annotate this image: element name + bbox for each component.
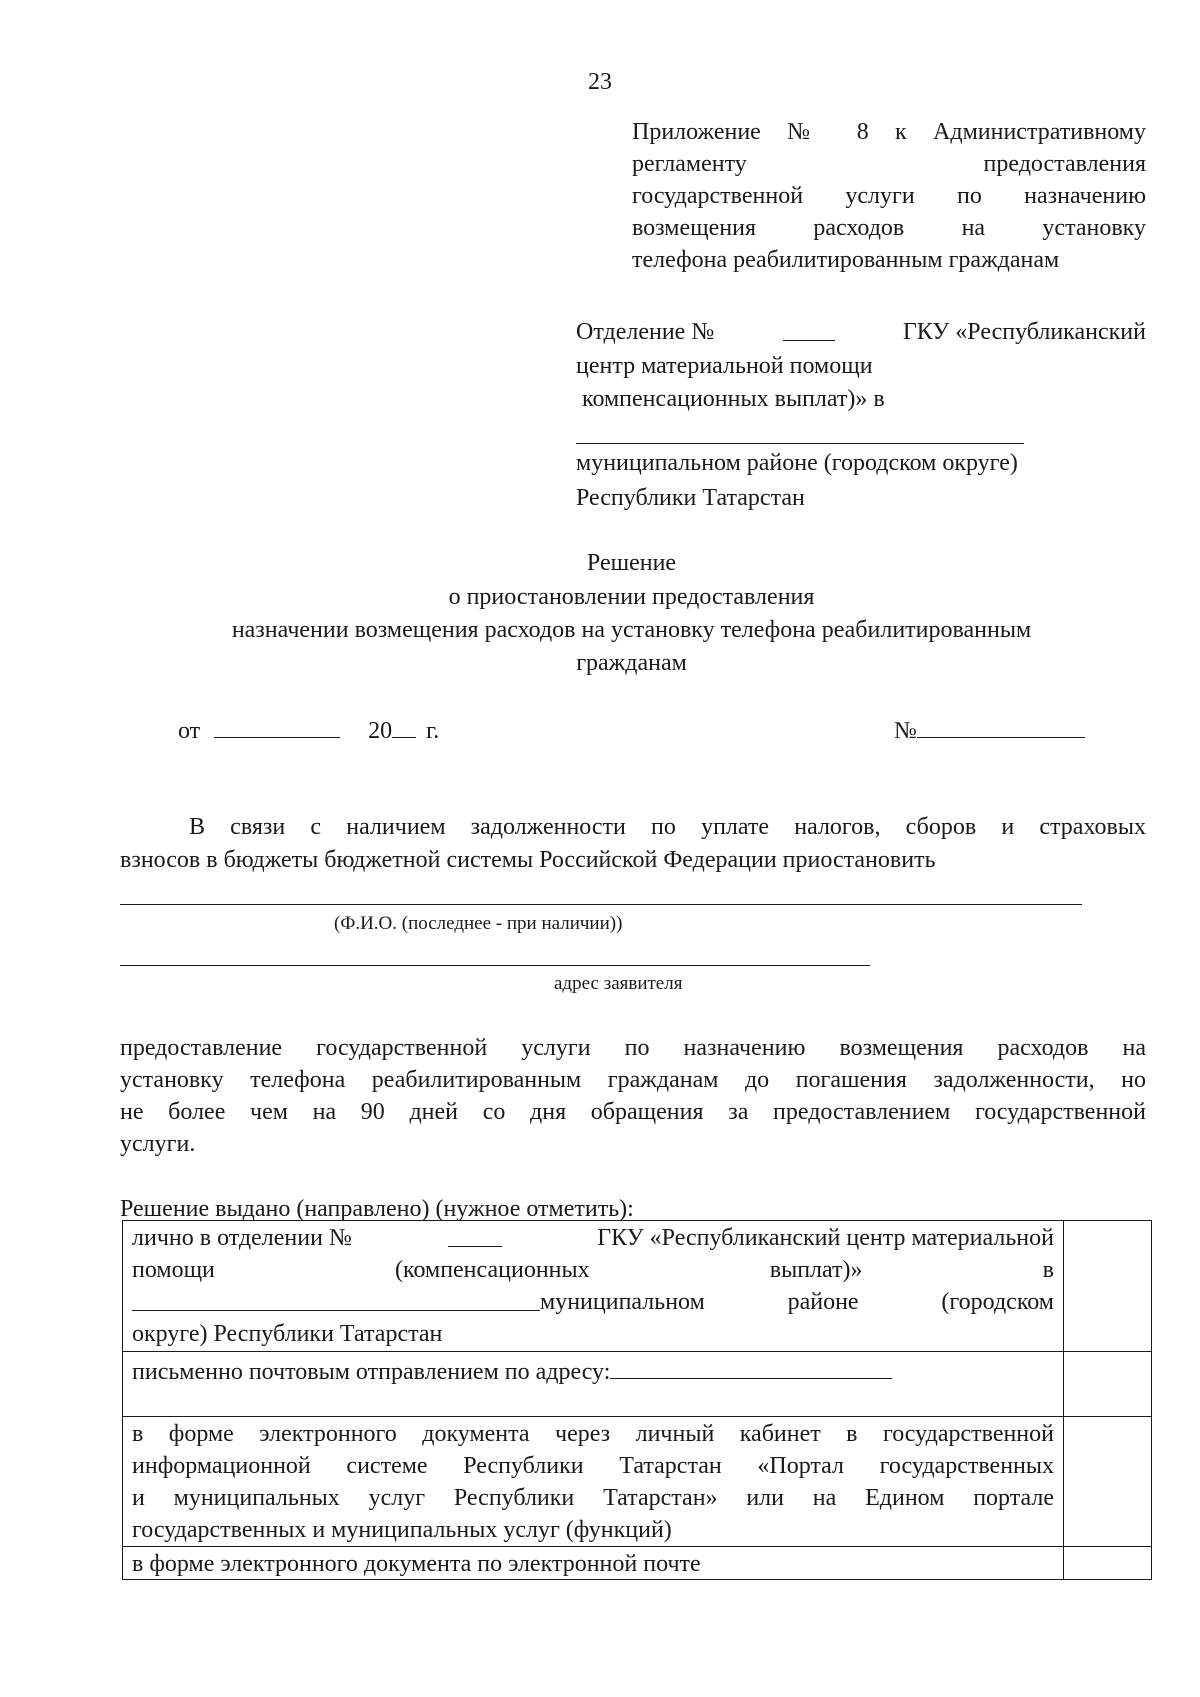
table-border-top: [122, 1220, 1152, 1221]
decision-subtitle: назначении возмещения расходов на установку телефона реабилитированным: [231, 617, 1032, 643]
addressee-line-5: Республики Татарстан: [576, 485, 805, 511]
addressee-line-1: [576, 316, 1146, 348]
body-paragraph-line: услуги.: [120, 1131, 196, 1157]
decision-title: Решение: [586, 550, 677, 576]
fio-blank[interactable]: [120, 904, 1082, 905]
table-border: [122, 1351, 1152, 1352]
table-column-divider: [1063, 1220, 1064, 1579]
body-paragraph-line: В связи с наличием задолженности по уплате налогов, сборов и страховых: [189, 814, 1146, 840]
address-caption: адрес заявителя: [554, 973, 683, 994]
body-paragraph-2: [120, 1032, 1146, 1160]
table-row-post: [132, 1354, 892, 1388]
addressee-line-3: компенсационных выплат)» в: [582, 386, 885, 412]
row3-line: информационной системе Республики Татарстан «Портал государственных: [132, 1453, 1054, 1479]
dept-number-blank[interactable]: [783, 316, 835, 341]
row3-line: в форме электронного документа через личный кабинет в государственной: [132, 1421, 1054, 1447]
body-paragraph-line: взносов в бюджеты бюджетной системы Российской Федерации приостановить: [120, 847, 936, 873]
table-border-right: [1151, 1220, 1152, 1579]
year-suffix: г.: [426, 718, 440, 744]
decision-subtitle: о приостановлении предоставления: [448, 584, 815, 610]
addressee-dept-label: Отделение №: [576, 319, 715, 345]
year-label: 20: [368, 718, 393, 744]
row1-district-blank[interactable]: [132, 1286, 540, 1311]
table-row-email: в форме электронного документа по электронной почте: [132, 1551, 701, 1577]
page-number: 23: [588, 69, 612, 95]
row1-line1: [132, 1222, 1054, 1254]
table-row-portal: [132, 1418, 1054, 1546]
body-paragraph-line: не более чем на 90 дней со дня обращения за предоставлением государственной: [120, 1099, 1146, 1125]
table-border: [122, 1416, 1152, 1417]
row1-dept-blank[interactable]: [448, 1222, 502, 1247]
appendix-line: возмещения расходов на установку: [632, 215, 1146, 241]
decision-number-field: [894, 713, 1085, 747]
row1-prefix: лично в отделении №: [132, 1225, 352, 1251]
row1-line2: помощи (компенсационных выплат)» в: [132, 1257, 1054, 1283]
table-row-in-person: [132, 1222, 1054, 1350]
body-paragraph-line: предоставление государственной услуги по назначению возмещения расходов на: [120, 1035, 1146, 1061]
row1-suffix: ГКУ «Республиканский центр материальной: [597, 1225, 1054, 1251]
row2-text: письменно почтовым отправлением по адресу:: [132, 1359, 611, 1385]
row3-line: государственных и муниципальных услуг (функций): [132, 1517, 672, 1543]
appendix-line: телефона реабилитированным гражданам: [632, 247, 1060, 273]
issued-label: Решение выдано (направлено) (нужное отметить):: [120, 1196, 634, 1222]
district-blank[interactable]: [576, 443, 1024, 444]
checkbox-portal[interactable]: [1070, 1424, 1144, 1540]
appendix-line: регламенту предоставления: [632, 151, 1146, 177]
body-paragraph-line: установку телефона реабилитированным гражданам до погашения задолженности, но: [120, 1067, 1146, 1093]
row2-address-blank[interactable]: [610, 1354, 892, 1379]
checkbox-post[interactable]: [1070, 1358, 1144, 1410]
addressee-line-4: муниципальном районе (городском округе): [576, 450, 1018, 476]
checkbox-in-person[interactable]: [1070, 1228, 1144, 1344]
table-border: [122, 1546, 1152, 1547]
date-blank[interactable]: [214, 713, 340, 738]
address-blank[interactable]: [120, 965, 870, 966]
checkbox-email[interactable]: [1070, 1551, 1144, 1575]
appendix-line: Приложение № 8 к Административному: [632, 119, 1146, 145]
appendix-heading: [632, 116, 1146, 276]
row1-line3-text: муниципальном районе (городском: [540, 1289, 1054, 1315]
row3-line: и муниципальных услуг Республики Татарстан» или на Едином портале: [132, 1485, 1054, 1511]
row1-line3: [132, 1286, 1054, 1318]
decision-subtitle: гражданам: [576, 650, 687, 676]
number-label: №: [894, 718, 917, 744]
fio-caption: (Ф.И.О. (последнее - при наличии)): [334, 913, 623, 934]
date-field: [178, 713, 439, 747]
table-border-left: [122, 1220, 123, 1579]
appendix-line: государственной услуги по назначению: [632, 183, 1146, 209]
date-from-label: от: [178, 718, 201, 744]
year-blank[interactable]: [392, 713, 416, 738]
row1-line4: округе) Республики Татарстан: [132, 1321, 443, 1347]
addressee-org-label: ГКУ «Республиканский: [902, 319, 1146, 345]
decision-number-blank[interactable]: [917, 713, 1085, 738]
addressee-line-2: центр материальной помощи: [576, 353, 873, 379]
